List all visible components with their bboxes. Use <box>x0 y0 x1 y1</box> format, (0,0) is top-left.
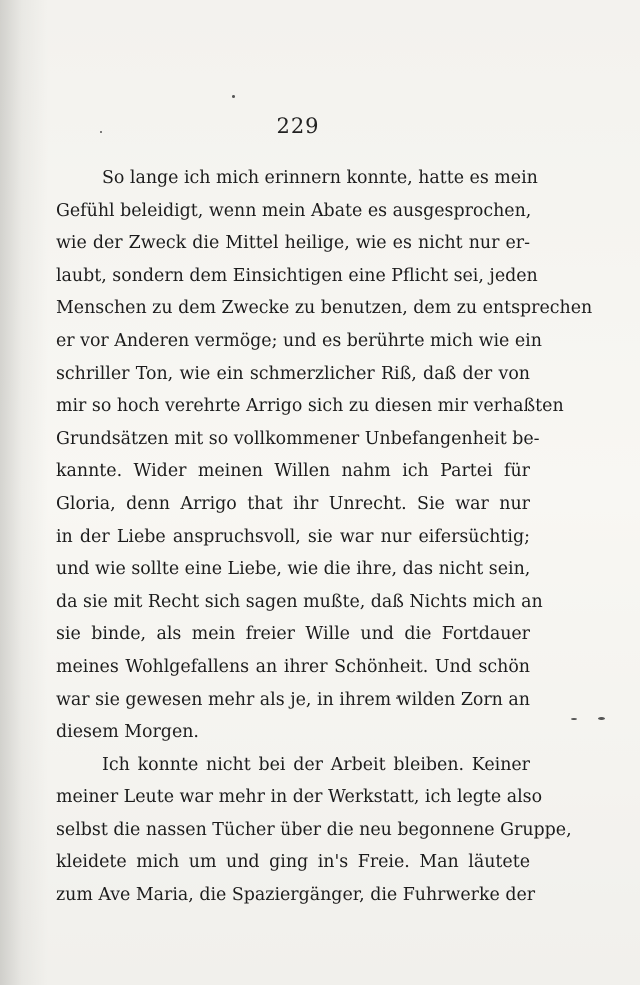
print-speck <box>598 717 605 720</box>
text-line: Gloria, denn Arrigo that ihr Unrecht. Sie war nur <box>56 493 530 514</box>
print-speck <box>571 718 577 720</box>
text-line: er vor Anderen vermöge; und es berührte mich wie ein <box>56 330 542 351</box>
text-line: da sie mit Recht sich sagen mußte, daß Nichts mich an <box>56 591 543 612</box>
body-text <box>56 162 593 912</box>
text-line: war sie gewesen mehr als je, in ihrem wilden Zorn an <box>56 689 530 710</box>
text-line: selbst die nassen Tücher über die neu begonnene Gruppe, <box>56 819 572 840</box>
text-line: schriller Ton, wie ein schmerzlicher Riß, daß der von <box>56 363 530 384</box>
text-line: diesem Morgen. <box>56 722 199 743</box>
text-line: in der Liebe anspruchsvoll, sie war nur eifersüchtig; <box>56 526 530 547</box>
print-speck <box>232 95 235 98</box>
text-line: Grundsätzen mit so vollkommener Unbefangenheit be- <box>56 428 540 449</box>
text-line: kleidete mich um und ging in's Freie. Man läutete <box>56 852 530 873</box>
text-line: Gefühl beleidigt, wenn mein Abate es ausgesprochen, <box>56 200 532 221</box>
text-line: und wie sollte eine Liebe, wie die ihre, das nicht sein, <box>56 559 531 580</box>
text-line: wie der Zweck die Mittel heilige, wie es nicht nur er- <box>56 233 530 254</box>
text-line: kannte. Wider meinen Willen nahm ich Partei für <box>56 461 530 482</box>
text-line: zum Ave Maria, die Spaziergänger, die Fuhrwerke der <box>56 885 536 906</box>
text-line: Menschen zu dem Zwecke zu benutzen, dem zu entsprechen <box>56 298 593 319</box>
text-line: So lange ich mich erinnern konnte, hatte es mein <box>102 168 538 188</box>
text-line: meines Wohlgefallens an ihrer Schönheit. Und schön <box>56 656 530 677</box>
text-line: mir so hoch verehrte Arrigo sich zu diesen mir verhaßten <box>56 396 564 417</box>
text-line: sie binde, als mein freier Wille und die Fortdauer <box>56 624 530 645</box>
page-number: 229 <box>276 114 320 138</box>
paragraph-1 <box>56 162 593 749</box>
text-line: Ich konnte nicht bei der Arbeit bleiben. Keiner <box>102 754 530 775</box>
paragraph-2 <box>56 749 572 912</box>
text-line: laubt, sondern dem Einsichtigen eine Pflicht sei, jeden <box>56 265 538 286</box>
text-line: meiner Leute war mehr in der Werkstatt, ich legte also <box>56 787 543 808</box>
